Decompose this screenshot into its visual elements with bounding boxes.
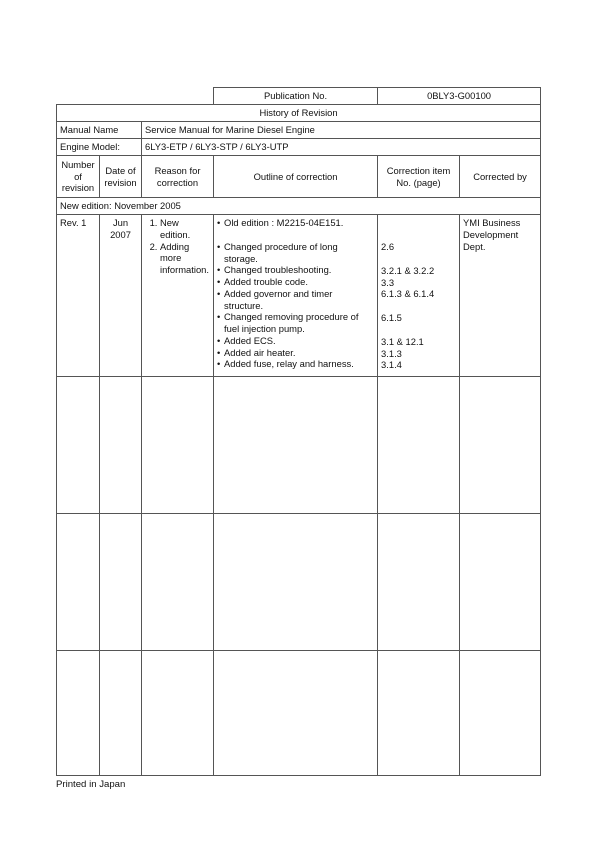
- col-header-outline: Outline of correction: [214, 156, 378, 198]
- empty-cell: [378, 651, 460, 776]
- list-item: • Changed troubleshooting.: [217, 264, 374, 276]
- corrected-by-line: Dept.: [463, 240, 486, 252]
- col-header-number-line: revision: [61, 182, 95, 194]
- empty-cell: [57, 377, 100, 514]
- table-row: [57, 514, 541, 651]
- col-header-date-line: Date of: [105, 164, 136, 176]
- col-header-number: [57, 156, 100, 198]
- list-item: • Added air heater.: [217, 347, 374, 359]
- empty-cell: [142, 651, 214, 776]
- revision-number: Rev. 1: [57, 215, 100, 377]
- manual-name-label: Manual Name: [57, 122, 142, 139]
- publication-label: Publication No.: [214, 88, 378, 105]
- col-header-reason-line: Reason for: [154, 164, 201, 176]
- empty-cell: [57, 651, 100, 776]
- list-item: 2.6: [381, 241, 395, 252]
- list-item: 3.1.4: [381, 359, 402, 371]
- revision-date-line: Jun: [112, 217, 129, 228]
- list-item: 3.2.1 & 3.2.2: [381, 264, 435, 276]
- empty-cell: [214, 377, 378, 514]
- empty-cell: [460, 377, 541, 514]
- list-item: 6.1.5: [381, 312, 402, 323]
- reason-list: [145, 217, 210, 276]
- manual-name-value: Service Manual for Marine Diesel Engine: [142, 122, 541, 139]
- revision-reasons: [142, 215, 214, 377]
- col-header-date: [100, 156, 142, 198]
- revision-items: [378, 215, 460, 377]
- empty-cell: [100, 377, 142, 514]
- engine-model-value: 6LY3-ETP / 6LY3-STP / 6LY3-UTP: [142, 139, 541, 156]
- col-header-reason: [142, 156, 214, 198]
- publication-number: 0BLY3-G00100: [378, 88, 541, 105]
- table-row: [57, 651, 541, 776]
- col-header-number-line: of: [74, 170, 82, 182]
- list-item: 6.1.3 & 6.1.4: [381, 288, 435, 300]
- col-header-reason-line: correction: [156, 176, 199, 188]
- list-item: 2. Adding more information.: [160, 241, 210, 276]
- corrected-by-line: YMI Business: [463, 217, 521, 228]
- list-item: • Added governor and timer structure.: [217, 288, 374, 312]
- new-edition-row: New edition: November 2005: [57, 198, 541, 215]
- empty-cell: [100, 651, 142, 776]
- list-item: 3.3: [381, 276, 395, 288]
- empty-cell: [460, 651, 541, 776]
- empty-cell: [100, 514, 142, 651]
- empty-cell: [214, 514, 378, 651]
- header-spacer: [57, 88, 214, 105]
- list-item: • Added ECS.: [217, 335, 374, 347]
- table-row: [57, 215, 541, 377]
- col-header-date-line: revision: [104, 176, 137, 188]
- revision-history-table: [56, 87, 541, 776]
- list-item: • Old edition : M2215-04E151.: [217, 217, 374, 229]
- list-item: • Changed removing procedure of fuel injection pump.: [217, 311, 374, 335]
- empty-cell: [378, 377, 460, 514]
- empty-cell: [142, 377, 214, 514]
- col-header-corrected-by: Corrected by: [460, 156, 541, 198]
- list-item: • Changed procedure of long storage.: [217, 241, 374, 265]
- table-row: [57, 377, 541, 514]
- outline-list: [217, 217, 374, 370]
- list-item: 3.1.3: [381, 347, 402, 359]
- corrected-by-line: Development: [463, 228, 519, 240]
- empty-cell: [460, 514, 541, 651]
- revision-date-line: 2007: [110, 228, 131, 240]
- list-item: 1. New edition.: [160, 217, 210, 241]
- col-header-item-line: Correction item: [386, 164, 451, 176]
- empty-cell: [57, 514, 100, 651]
- printed-in-footer: Printed in Japan: [56, 779, 126, 790]
- col-header-number-line: Number: [61, 158, 95, 170]
- revision-corrected-by: [460, 215, 541, 377]
- list-item: • Added trouble code.: [217, 276, 374, 288]
- col-header-item: [378, 156, 460, 198]
- history-title: History of Revision: [57, 105, 541, 122]
- revision-date: [100, 215, 142, 377]
- revision-outline: [214, 215, 378, 377]
- empty-cell: [378, 514, 460, 651]
- empty-cell: [142, 514, 214, 651]
- empty-cell: [214, 651, 378, 776]
- list-item: 3.1 & 12.1: [381, 335, 424, 347]
- list-item: • Added fuse, relay and harness.: [217, 358, 374, 370]
- engine-model-label: Engine Model:: [57, 139, 142, 156]
- col-header-item-line: No. (page): [396, 176, 441, 188]
